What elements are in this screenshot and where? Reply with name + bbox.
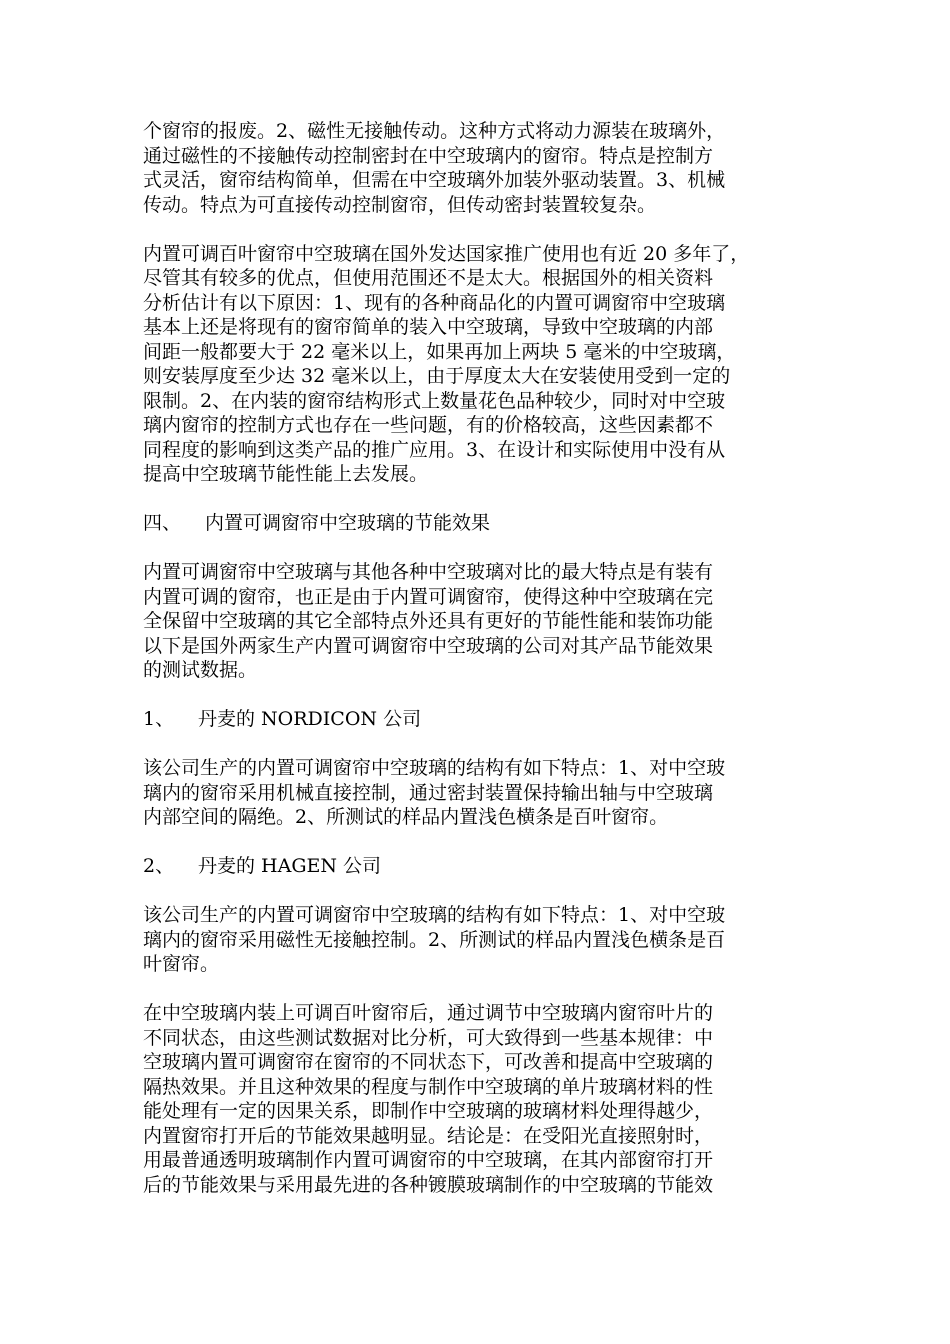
text-line: 分析估计有以下原因：1、现有的各种商品化的内置可调窗帘中空玻璃 xyxy=(143,291,726,314)
document-body xyxy=(143,119,823,1197)
text-line: 隔热效果。并且这种效果的程度与制作中空玻璃的单片玻璃材料的性 xyxy=(143,1075,714,1098)
text-line: 叶窗帘。 xyxy=(143,953,220,975)
paragraph-spacer xyxy=(143,536,823,561)
text-line: 内置窗帘打开后的节能效果越明显。结论是：在受阳光直接照射时， xyxy=(143,1124,714,1147)
section-title: 内置可调窗帘中空玻璃的节能效果 xyxy=(205,512,491,534)
paragraph xyxy=(143,242,823,487)
text-line: 该公司生产的内置可调窗帘中空玻璃的结构有如下特点：1、对中空玻 xyxy=(143,904,726,926)
text-line: 的测试数据。 xyxy=(143,659,258,681)
paragraph-spacer xyxy=(143,487,823,512)
subsection-number: 2、 xyxy=(143,855,175,877)
text-line: 同程度的影响到这类产品的推广应用。3、在设计和实际使用中没有从 xyxy=(143,438,726,461)
paragraph-spacer xyxy=(143,217,823,242)
text-line: 尽管其有较多的优点，但使用范围还不是太大。根据国外的相关资料 xyxy=(143,267,714,289)
text-line: 个窗帘的报废。2、磁性无接触传动。这种方式将动力源装在玻璃外， xyxy=(143,120,726,142)
paragraph xyxy=(143,560,823,683)
text-line: 璃内的窗帘采用机械直接控制，通过密封装置保持输出轴与中空玻璃 xyxy=(143,781,714,804)
text-line: 内置可调的窗帘，也正是由于内置可调窗帘，使得这种中空玻璃在完 xyxy=(143,585,714,608)
section-heading xyxy=(143,511,823,536)
text-line: 内置可调窗帘中空玻璃与其他各种中空玻璃对比的最大特点是有装有 xyxy=(143,561,714,583)
text-line: 间距一般都要大于 22 毫米以上，如果再加上两块 5 毫米的中空玻璃， xyxy=(143,340,736,363)
text-line: 提高中空玻璃节能性能上去发展。 xyxy=(143,463,429,485)
subsection-heading xyxy=(143,854,823,879)
subsection-title: 丹麦的 HAGEN 公司 xyxy=(198,855,382,877)
text-line: 则安装厚度至少达 32 毫米以上，由于厚度太大在安装使用受到一定的 xyxy=(143,365,731,387)
paragraph-spacer xyxy=(143,977,823,1002)
text-line: 能处理有一定的因果关系，即制作中空玻璃的玻璃材料处理得越少， xyxy=(143,1100,714,1122)
text-line: 基本上还是将现有的窗帘简单的装入中空玻璃，导致中空玻璃的内部 xyxy=(143,316,714,338)
text-line: 璃内窗帘的控制方式也存在一些问题，有的价格较高，这些因素都不 xyxy=(143,414,714,436)
text-line: 通过磁性的不接触传动控制密封在中空玻璃内的窗帘。特点是控制方 xyxy=(143,144,714,167)
text-line: 全保留中空玻璃的其它全部特点外还具有更好的节能性能和装饰功能 xyxy=(143,610,714,632)
paragraph xyxy=(143,1001,823,1197)
text-line: 传动。特点为可直接传动控制窗帘，但传动密封装置较复杂。 xyxy=(143,193,657,216)
text-line: 内置可调百叶窗帘中空玻璃在国外发达国家推广使用也有近 20 多年了， xyxy=(143,242,750,265)
text-line: 用最普通透明玻璃制作内置可调窗帘的中空玻璃，在其内部窗帘打开 xyxy=(143,1149,714,1171)
section-number: 四、 xyxy=(143,512,182,534)
paragraph-spacer xyxy=(143,683,823,708)
text-line: 在中空玻璃内装上可调百叶窗帘后，通过调节中空玻璃内窗帘叶片的 xyxy=(143,1002,714,1024)
text-line: 内部空间的隔绝。2、所测试的样品内置浅色横条是百叶窗帘。 xyxy=(143,806,669,828)
paragraph-spacer xyxy=(143,732,823,757)
text-line: 式灵活，窗帘结构简单，但需在中空玻璃外加装外驱动装置。3、机械 xyxy=(143,169,726,191)
text-line: 限制。2、在内装的窗帘结构形式上数量花色品种较少，同时对中空玻 xyxy=(143,389,726,412)
text-line: 以下是国外两家生产内置可调窗帘中空玻璃的公司对其产品节能效果 xyxy=(143,634,714,657)
subsection-heading xyxy=(143,707,823,732)
paragraph-spacer xyxy=(143,879,823,904)
text-line: 不同状态，由这些测试数据对比分析，可大致得到一些基本规律：中 xyxy=(143,1026,714,1049)
subsection-title: 丹麦的 NORDICON 公司 xyxy=(198,708,422,730)
text-line: 璃内的窗帘采用磁性无接触控制。2、所测试的样品内置浅色横条是百 xyxy=(143,928,726,951)
paragraph xyxy=(143,119,823,217)
subsection-number: 1、 xyxy=(143,708,175,730)
text-line: 空玻璃内置可调窗帘在窗帘的不同状态下，可改善和提高中空玻璃的 xyxy=(143,1051,714,1073)
text-line: 该公司生产的内置可调窗帘中空玻璃的结构有如下特点：1、对中空玻 xyxy=(143,757,726,779)
paragraph-spacer xyxy=(143,830,823,855)
text-line: 后的节能效果与采用最先进的各种镀膜玻璃制作的中空玻璃的节能效 xyxy=(143,1173,714,1196)
paragraph xyxy=(143,903,823,977)
paragraph xyxy=(143,756,823,830)
